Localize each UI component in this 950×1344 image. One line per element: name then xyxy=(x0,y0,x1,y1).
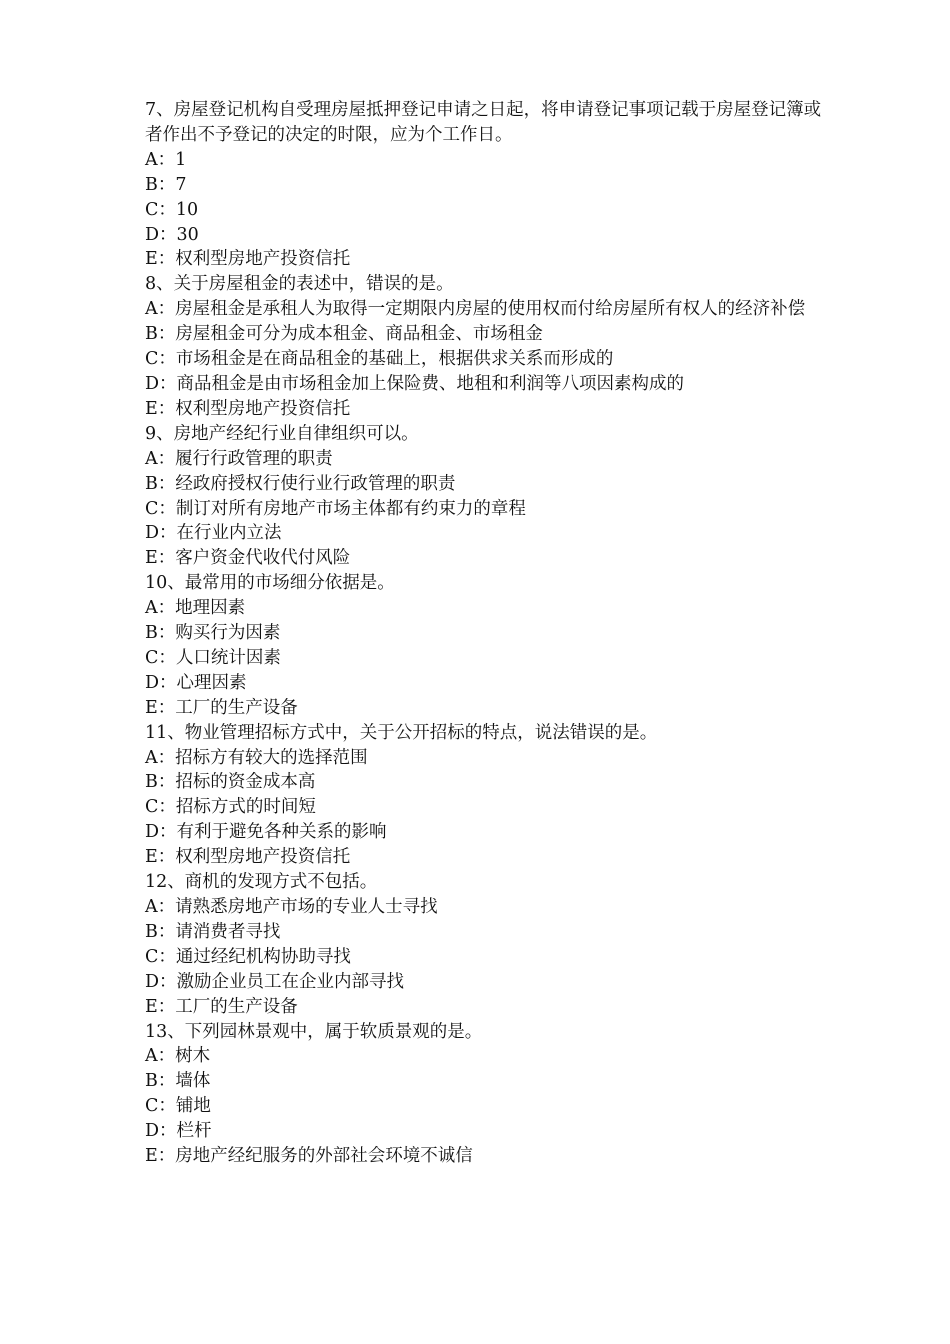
option-d: D：在行业内立法 xyxy=(145,523,282,544)
option-a: A：招标方有较大的选择范围 xyxy=(145,747,368,768)
option-c: C：市场租金是在商品租金的基础上，根据供求关系而形成的 xyxy=(145,349,614,370)
option-a: A：履行行政管理的职责 xyxy=(145,448,333,469)
question-8 xyxy=(145,272,825,421)
question-list xyxy=(145,98,825,1169)
option-b: B：7 xyxy=(145,174,187,195)
question-stem: 10、最常用的市场细分依据是。 xyxy=(145,573,395,594)
option-d: D：栏杆 xyxy=(145,1121,212,1142)
option-d: D：30 xyxy=(145,224,199,245)
option-e: E：权利型房地产投资信托 xyxy=(145,398,351,419)
question-11 xyxy=(145,721,825,870)
question-stem: 12、商机的发现方式不包括。 xyxy=(145,872,378,893)
question-stem: 11、物业管理招标方式中，关于公开招标的特点，说法错误的是。 xyxy=(145,722,658,743)
option-c: C：制订对所有房地产市场主体都有约束力的章程 xyxy=(145,498,526,519)
option-a: A：请熟悉房地产市场的专业人士寻找 xyxy=(145,897,438,917)
option-a: A：房屋租金是承租人为取得一定期限内房屋的使用权而付给房屋所有权人的经济补偿 xyxy=(145,299,806,320)
option-b: B：房屋租金可分为成本租金、商品租金、市场租金 xyxy=(145,324,543,345)
option-c: C：招标方式的时间短 xyxy=(145,797,316,818)
question-stem: 7、房屋登记机构自受理房屋抵押登记申请之日起，将申请登记事项记载于房屋登记簿或者作出不予登记的决定的时限，应为个工作日。 xyxy=(145,100,822,145)
question-10 xyxy=(145,571,825,720)
option-b: B：招标的资金成本高 xyxy=(145,772,316,793)
option-e: E：工厂的生产设备 xyxy=(145,697,298,718)
question-13 xyxy=(145,1020,825,1169)
option-e: E：工厂的生产设备 xyxy=(145,996,298,1017)
option-d: D：有利于避免各种关系的影响 xyxy=(145,822,387,843)
option-a: A：1 xyxy=(145,149,187,170)
question-stem: 8、关于房屋租金的表述中，错误的是。 xyxy=(145,274,454,295)
option-d: D：商品租金是由市场租金加上保险费、地租和利润等八项因素构成的 xyxy=(145,373,685,394)
question-7 xyxy=(145,98,825,272)
option-c: C：人口统计因素 xyxy=(145,647,281,668)
option-b: B：经政府授权行使行业行政管理的职责 xyxy=(145,473,456,494)
option-e: E：权利型房地产投资信托 xyxy=(145,249,351,270)
question-9 xyxy=(145,422,825,571)
option-c: C：10 xyxy=(145,199,199,220)
option-b: B：请消费者寻找 xyxy=(145,921,281,942)
option-b: B：购买行为因素 xyxy=(145,623,281,644)
option-b: B：墙体 xyxy=(145,1071,211,1092)
option-c: C：通过经纪机构协助寻找 xyxy=(145,946,351,967)
option-d: D：心理因素 xyxy=(145,672,247,693)
option-a: A：树木 xyxy=(145,1046,211,1067)
option-d: D：激励企业员工在企业内部寻找 xyxy=(145,971,405,992)
option-e: E：房地产经纪服务的外部社会环境不诚信 xyxy=(145,1146,473,1167)
question-stem: 13、下列园林景观中，属于软质景观的是。 xyxy=(145,1021,483,1042)
option-e: E：客户资金代收代付风险 xyxy=(145,548,351,569)
question-12 xyxy=(145,870,825,1019)
option-a: A：地理因素 xyxy=(145,598,246,619)
question-stem: 9、房地产经纪行业自律组织可以。 xyxy=(145,423,419,444)
option-c: C：铺地 xyxy=(145,1096,211,1117)
option-e: E：权利型房地产投资信托 xyxy=(145,847,351,868)
